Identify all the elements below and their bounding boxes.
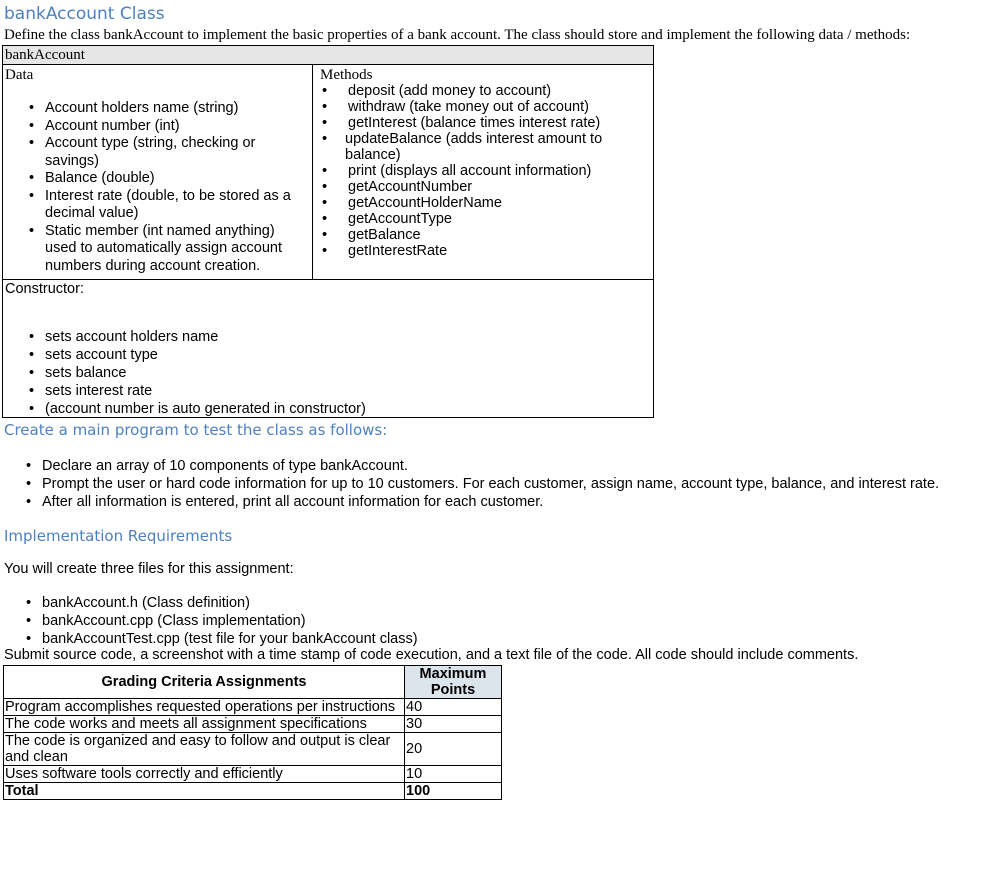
submit-instructions: Submit source code, a screenshot with a time stamp of code execution, and a text file of the code. All code should include comments.: [4, 647, 859, 663]
grading-table: [3, 665, 502, 800]
list-item: • bankAccountTest.cpp (test file for your bankAccount class): [0, 630, 418, 648]
class-name-header: bankAccount: [3, 46, 653, 65]
points-header: Maximum Points: [405, 666, 502, 699]
table-header-row: [4, 666, 502, 699]
intro-text: Define the class bankAccount to implement the basic properties of a bank account. The class should store and implement the following data / methods:: [4, 27, 911, 43]
row-divider: [3, 279, 653, 280]
list-item: • print (displays all account information): [313, 163, 643, 179]
total-row: [4, 783, 502, 800]
list-item: • getAccountType: [313, 211, 643, 227]
list-item: • Account type (string, checking or savings): [3, 135, 303, 170]
list-item: • After all information is entered, print all account information for each customer.: [0, 493, 939, 511]
list-item: • getInterest (balance times interest rate): [313, 115, 643, 131]
implementation-heading: Implementation Requirements: [4, 527, 233, 545]
list-item: • bankAccount.h (Class definition): [0, 594, 418, 612]
criteria-cell: Program accomplishes requested operations per instructions: [4, 699, 405, 716]
list-item: • deposit (add money to account): [313, 83, 643, 99]
implementation-text: You will create three files for this assignment:: [4, 561, 294, 577]
points-cell: 40: [405, 699, 502, 716]
constructor-list: [3, 328, 366, 418]
table-row: [4, 733, 502, 766]
table-row: [4, 766, 502, 783]
list-item: • Account number (int): [3, 118, 303, 136]
list-item: • getInterestRate: [313, 243, 643, 259]
table-row: [4, 699, 502, 716]
data-label: Data: [5, 67, 34, 83]
list-item: • Declare an array of 10 components of type bankAccount.: [0, 457, 939, 475]
criteria-cell: The code works and meets all assignment specifications: [4, 716, 405, 733]
page-title: bankAccount Class: [4, 4, 165, 24]
list-item: • getBalance: [313, 227, 643, 243]
list-item: • sets account holders name: [3, 328, 366, 346]
files-list: [0, 594, 418, 648]
points-cell: 30: [405, 716, 502, 733]
list-item: • updateBalance (adds interest amount to balance): [313, 131, 643, 163]
list-item: • sets account type: [3, 346, 366, 364]
points-cell: 20: [405, 733, 502, 766]
list-item: • withdraw (take money out of account): [313, 99, 643, 115]
list-item: • bankAccount.cpp (Class implementation): [0, 612, 418, 630]
list-item: • Balance (double): [3, 170, 303, 188]
list-item: • sets interest rate: [3, 382, 366, 400]
total-label: Total: [4, 783, 405, 800]
table-row: [4, 716, 502, 733]
list-item: • sets balance: [3, 364, 366, 382]
class-definition-box: [2, 45, 654, 418]
list-item: • Static member (int named anything) used to automatically assign account numbers during account creation.: [3, 223, 303, 276]
constructor-label: Constructor:: [5, 281, 84, 297]
list-item: • Prompt the user or hard code information for up to 10 customers. For each customer, assign name, account type, balance, and interest rate.: [0, 475, 939, 493]
criteria-header: Grading Criteria Assignments: [4, 666, 405, 699]
list-item: • getAccountNumber: [313, 179, 643, 195]
criteria-cell: The code is organized and easy to follow and output is clear and clean: [4, 733, 405, 766]
data-list: [3, 100, 303, 275]
list-item: • Interest rate (double, to be stored as a decimal value): [3, 188, 303, 223]
criteria-cell: Uses software tools correctly and efficiently: [4, 766, 405, 783]
list-item: • getAccountHolderName: [313, 195, 643, 211]
points-cell: 10: [405, 766, 502, 783]
total-points: 100: [405, 783, 502, 800]
methods-label: Methods: [320, 67, 373, 83]
main-program-heading: Create a main program to test the class as follows:: [4, 421, 388, 439]
list-item: • Account holders name (string): [3, 100, 303, 118]
main-program-list: [0, 457, 939, 511]
methods-list: [313, 83, 643, 259]
list-item: • (account number is auto generated in constructor): [3, 400, 366, 418]
